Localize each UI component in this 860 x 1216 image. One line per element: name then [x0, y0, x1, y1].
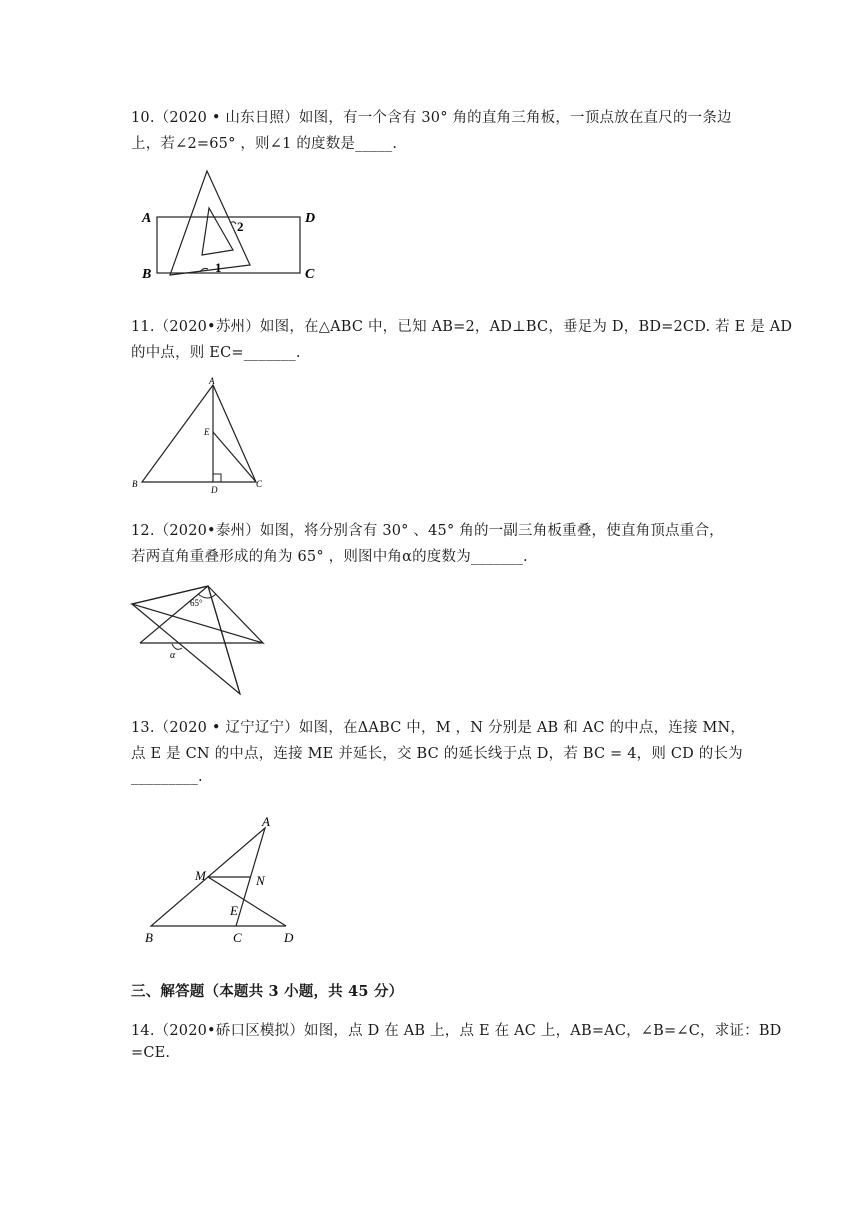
q12-text-line-2: 若两直角重叠形成的角为 65° ，则图中角α的度数为_______. [131, 549, 528, 565]
q12-text-line-1: 12.（2020•泰州）如图，将分别含有 30° 、45° 角的一副三角板重叠，使直角顶点重合， [131, 523, 724, 539]
label-E: E [230, 903, 238, 918]
label-A: A [142, 211, 152, 226]
q11-text-line-1: 11.（2020•苏州）如图，在△ABC 中，已知 AB=2，AD⊥BC，垂足为 D，BD=2CD. 若 E 是 AD [131, 319, 793, 335]
q13-text-line-3: _________. [131, 769, 203, 785]
label-65: 65° [190, 598, 203, 608]
label-B: B [145, 930, 153, 945]
q10-text-line-1: 10.（2020 • 山东日照）如图，有一个含有 30° 角的直角三角板，一顶点放在直尺的一条边 [131, 110, 732, 126]
segment-MD [208, 877, 286, 926]
right-angle-mark [213, 474, 221, 482]
label-N: N [256, 873, 265, 888]
section-heading: 三、解答题（本题共 3 小题，共 45 分） [131, 983, 404, 1000]
q12-figure [130, 580, 280, 695]
q14-text-line-1: 14.（2020•硚口区模拟）如图，点 D 在 AB 上，点 E 在 AC 上，AB=AC，∠B=∠C，求证：BD [131, 1023, 782, 1039]
q11-figure [130, 375, 270, 495]
q13-text-line-2: 点 E 是 CN 的中点，连接 ME 并延长，交 BC 的延长线于点 D，若 BC = 4，则 CD 的长为 [131, 746, 743, 762]
q10-figure [140, 168, 340, 283]
q13-text-line-1: 13.（2020 • 辽宁辽宁）如图，在ΔABC 中，M ，N 分别是 AB 和 AC 的中点，连接 MN， [131, 720, 746, 736]
label-D: D [211, 485, 218, 495]
q14-text-line-2: =CE. [131, 1045, 171, 1061]
label-E: E [204, 427, 210, 437]
label-A: A [262, 814, 270, 829]
label-C: C [305, 267, 315, 282]
q11-text-line-2: 的中点，则 EC=_______. [131, 345, 301, 361]
triangle-ABC [142, 385, 256, 482]
label-D: D [305, 211, 316, 226]
label-B: B [132, 479, 138, 489]
label-D: D [284, 930, 294, 945]
label-C: C [233, 930, 242, 945]
label-M: M [195, 868, 206, 883]
q13-figure [135, 810, 310, 950]
ruler-rect [157, 217, 300, 273]
label-A: A [209, 376, 215, 386]
label-1: 1 [215, 260, 222, 275]
triangle-inner [202, 208, 233, 255]
label-C: C [256, 479, 263, 489]
label-2: 2 [237, 219, 244, 234]
q10-text-line-2: 上，若∠2=65° ，则∠1 的度数是_____. [131, 136, 398, 152]
label-alpha: α [170, 650, 176, 661]
label-B: B [142, 267, 152, 282]
